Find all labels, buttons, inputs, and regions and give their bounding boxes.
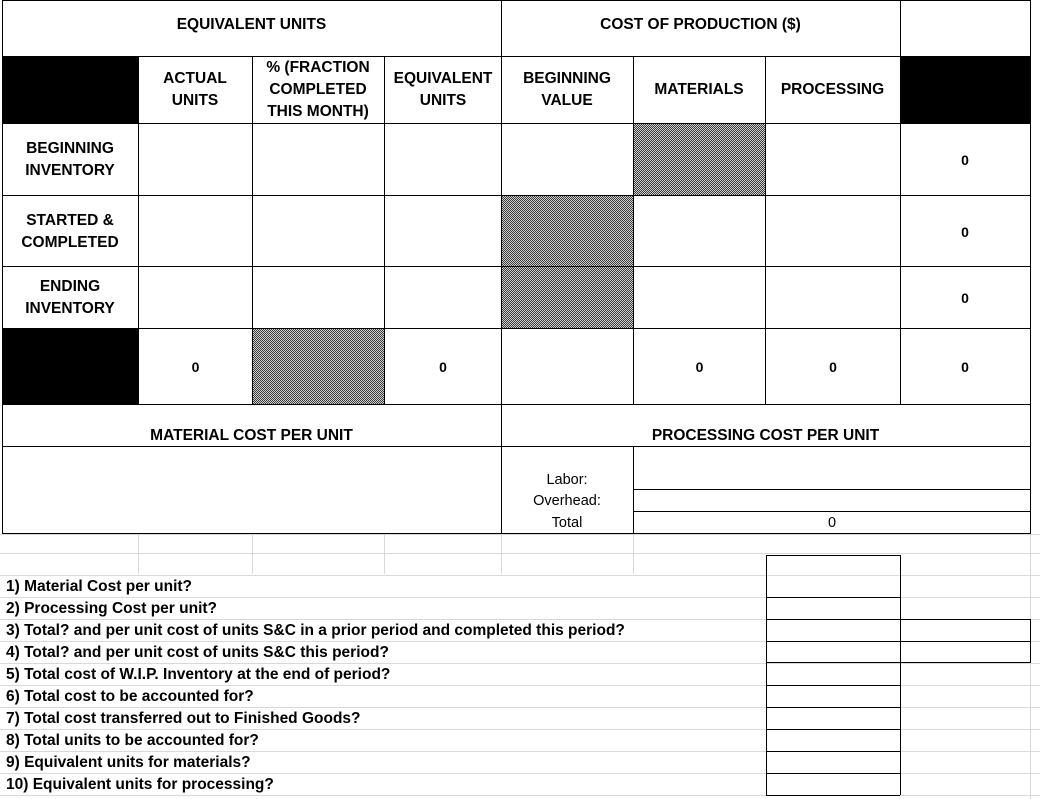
cost-of-production-header: COST OF PRODUCTION ($)	[600, 16, 801, 33]
input-beginning-percent[interactable]	[253, 124, 384, 195]
overhead-input[interactable]	[634, 490, 1030, 511]
column-header-actual-units: ACTUAL UNITS	[163, 69, 227, 109]
answer-6[interactable]	[767, 686, 900, 707]
answer-4-per-unit[interactable]	[901, 642, 1030, 662]
black-cell-total-label	[2, 329, 139, 405]
input-sc-percent[interactable]	[253, 196, 384, 266]
input-beginning-value[interactable]	[502, 124, 633, 195]
material-cost-per-unit-input[interactable]	[3, 447, 501, 533]
column-header-materials: MATERIALS	[654, 80, 744, 98]
question-3: 3) Total? and per unit cost of units S&C in a prior period and completed this period?	[6, 622, 625, 639]
question-8: 8) Total units to be accounted for?	[6, 732, 259, 749]
shaded-cell-sc-beginning-value	[501, 196, 633, 267]
total-equivalent-units: 0	[439, 359, 447, 375]
material-cost-per-unit-label: MATERIAL COST PER UNIT	[150, 427, 353, 444]
labor-input[interactable]	[634, 447, 1030, 489]
shaded-cell-beginning-materials	[633, 123, 766, 196]
total-processing: 0	[829, 359, 837, 375]
row-total-beginning-inventory: 0	[961, 151, 969, 168]
answer-3-total[interactable]	[767, 620, 900, 641]
question-9: 9) Equivalent units for materials?	[6, 754, 251, 771]
column-header-percent-completed: % (FRACTION COMPLETED THIS MONTH)	[266, 58, 370, 120]
input-ending-processing[interactable]	[766, 267, 900, 328]
answer-5[interactable]	[767, 663, 900, 685]
total-actual-units: 0	[191, 359, 200, 375]
shaded-cell-ending-beginning-value	[501, 267, 633, 329]
question-4: 4) Total? and per unit cost of units S&C this period?	[6, 644, 389, 661]
input-sc-equivalent-units[interactable]	[385, 196, 501, 266]
input-ending-equivalent-units[interactable]	[385, 267, 501, 328]
shaded-cell-total-percent	[252, 329, 384, 405]
input-beginning-actual-units[interactable]	[139, 124, 252, 195]
answer-9[interactable]	[767, 752, 900, 773]
answer-3-per-unit[interactable]	[901, 620, 1030, 641]
input-total-beginning-value[interactable]	[502, 329, 633, 404]
total-materials: 0	[695, 359, 704, 375]
black-cell-header-right	[900, 56, 1031, 123]
row-total-started-completed: 0	[961, 223, 969, 240]
row-header-started-completed: STARTED & COMPLETED	[21, 211, 119, 251]
grand-total: 0	[961, 359, 969, 375]
answer-7[interactable]	[767, 708, 900, 729]
row-total-ending-inventory: 0	[961, 290, 969, 306]
input-sc-actual-units[interactable]	[139, 196, 252, 266]
column-header-processing: PROCESSING	[780, 80, 885, 98]
row-header-beginning-inventory: BEGINNING INVENTORY	[25, 139, 115, 179]
processing-total-value: 0	[827, 515, 837, 531]
input-ending-percent[interactable]	[253, 267, 384, 328]
input-ending-actual-units[interactable]	[139, 267, 252, 328]
answer-2[interactable]	[767, 598, 900, 619]
processing-cost-per-unit-label: PROCESSING COST PER UNIT	[651, 427, 880, 444]
labor-label: Labor:	[546, 472, 588, 488]
black-cell-header-left	[2, 56, 139, 123]
input-sc-materials[interactable]	[634, 196, 765, 266]
row-header-ending-inventory: ENDING INVENTORY	[25, 278, 115, 317]
input-beginning-processing[interactable]	[766, 124, 900, 195]
question-1: 1) Material Cost per unit?	[6, 578, 193, 595]
question-6: 6) Total cost to be accounted for?	[6, 688, 254, 705]
input-sc-processing[interactable]	[766, 196, 900, 266]
input-beginning-equivalent-units[interactable]	[385, 124, 501, 195]
input-ending-materials[interactable]	[634, 267, 765, 328]
column-header-beginning-value: BEGINNING VALUE	[523, 69, 611, 109]
question-2: 2) Processing Cost per unit?	[6, 600, 218, 617]
processing-total-label: Total	[551, 515, 583, 531]
question-7: 7) Total cost transferred out to Finished Goods?	[6, 710, 361, 727]
answer-1[interactable]	[767, 556, 900, 597]
answer-4-total[interactable]	[767, 642, 900, 662]
answer-8[interactable]	[767, 730, 900, 751]
equivalent-units-header: EQUIVALENT UNITS	[176, 16, 327, 33]
question-10: 10) Equivalent units for processing?	[6, 776, 274, 793]
overhead-label: Overhead:	[533, 493, 601, 509]
answer-10[interactable]	[767, 774, 900, 795]
question-5: 5) Total cost of W.I.P. Inventory at the end of period?	[6, 666, 391, 683]
column-header-equivalent-units: EQUIVALENT UNITS	[393, 69, 493, 109]
